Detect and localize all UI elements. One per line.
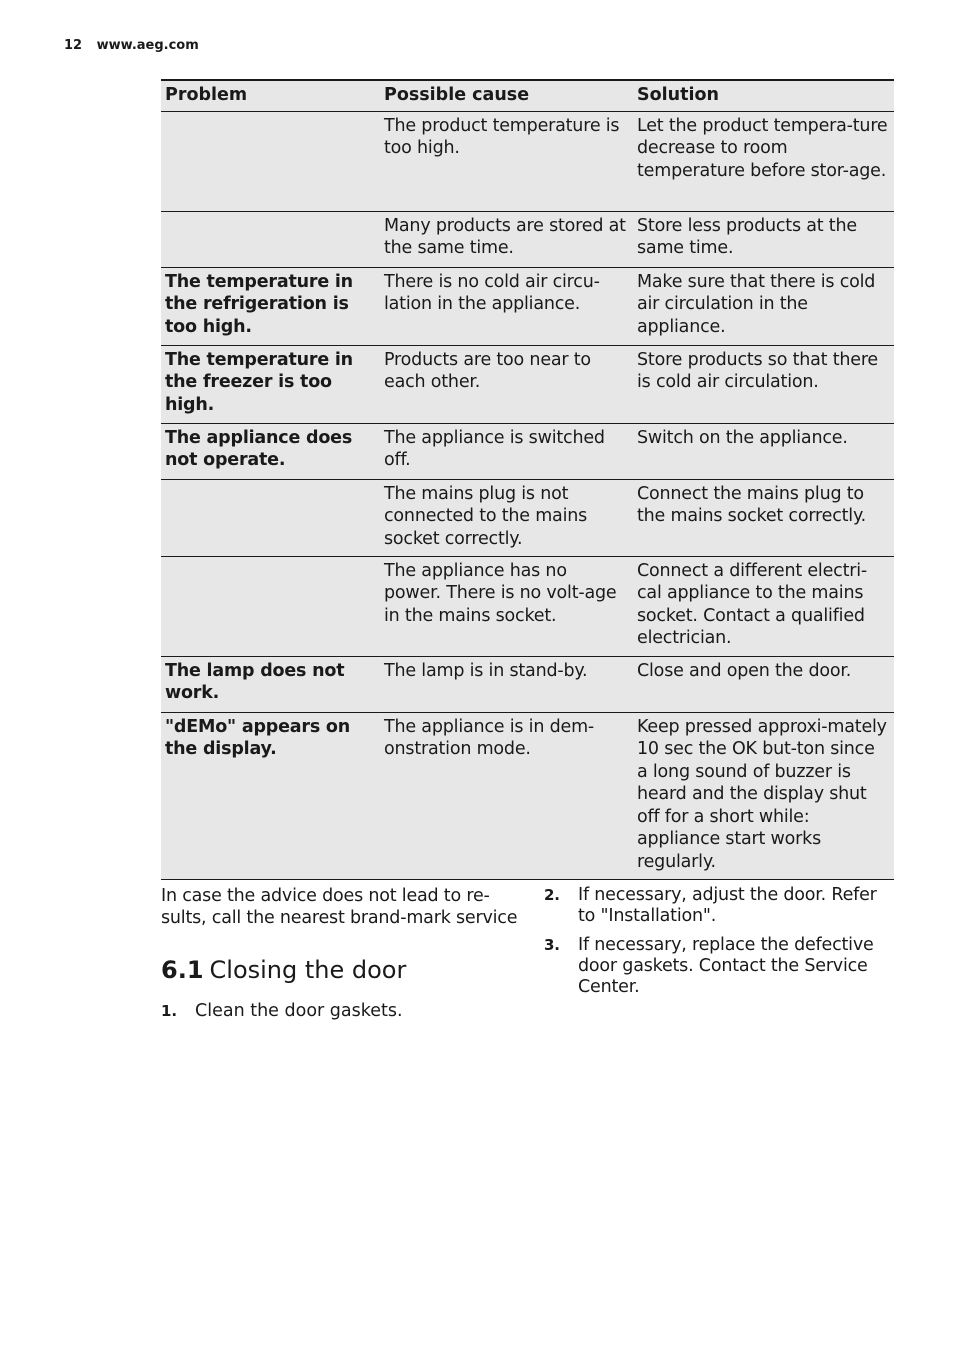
problem-cell: The appliance does not operate. — [161, 423, 380, 479]
table-row — [161, 423, 894, 479]
step-text: If necessary, adjust the door. Refer to "Installation". — [578, 885, 877, 926]
solution-cell: Keep pressed approxi-mately 10 sec the OK but-ton since a long sound of buzzer is heard and the display shut off for a short while: appliance start works regularly. — [633, 712, 894, 879]
cause-cell: Products are too near to each other. — [380, 345, 633, 423]
page-header — [64, 38, 199, 53]
list-item — [161, 1001, 531, 1022]
solution-cell: Connect a different electri-cal appliance to the mains socket. Contact a qualified electrician. — [633, 556, 894, 656]
solution-cell: Make sure that there is cold air circulation in the appliance. — [633, 267, 894, 345]
step-number: 3. — [544, 936, 560, 954]
table-row — [161, 111, 894, 211]
cause-cell: The product temperature is too high. — [380, 111, 633, 211]
solution-cell: Store products so that there is cold air circulation. — [633, 345, 894, 423]
table-row — [161, 656, 894, 712]
solution-cell: Let the product tempera-ture decrease to room temperature before stor-age. — [633, 111, 894, 211]
column-header-solution: Solution — [633, 80, 894, 111]
page-number: 12 — [64, 38, 83, 53]
table-row — [161, 267, 894, 345]
step-number: 2. — [544, 886, 560, 904]
steps-list-continued — [544, 885, 889, 998]
right-column — [544, 885, 889, 1006]
cause-cell: There is no cold air circu-lation in the appliance. — [380, 267, 633, 345]
website-url: www.aeg.com — [96, 38, 199, 53]
column-header-problem: Problem — [161, 80, 380, 111]
solution-cell: Switch on the appliance. — [633, 423, 894, 479]
list-item — [544, 885, 889, 927]
left-column — [161, 885, 531, 1030]
table-row — [161, 556, 894, 656]
service-advice-text: In case the advice does not lead to re-sults, call the nearest brand-mark service — [161, 886, 518, 928]
steps-list — [161, 1001, 531, 1022]
problem-cell — [161, 211, 380, 267]
solution-cell: Store less products at the same time. — [633, 211, 894, 267]
solution-cell: Close and open the door. — [633, 656, 894, 712]
step-text: Clean the door gaskets. — [195, 1001, 403, 1021]
problem-cell: The temperature in the freezer is too high. — [161, 345, 380, 423]
problem-cell — [161, 556, 380, 656]
cause-cell: The appliance is switched off. — [380, 423, 633, 479]
cause-cell: The appliance has no power. There is no volt-age in the mains socket. — [380, 556, 633, 656]
table-row — [161, 211, 894, 267]
cause-cell: The mains plug is not connected to the mains socket correctly. — [380, 479, 633, 556]
problem-cell: The lamp does not work. — [161, 656, 380, 712]
problem-cell: The temperature in the refrigeration is too high. — [161, 267, 380, 345]
table-row — [161, 712, 894, 879]
list-item — [544, 935, 889, 998]
section-title-text: Closing the door — [209, 956, 407, 984]
problem-cell — [161, 479, 380, 556]
column-header-cause: Possible cause — [380, 80, 633, 111]
problem-cell — [161, 111, 380, 211]
step-number: 1. — [161, 1002, 178, 1020]
section-title — [161, 955, 531, 985]
table-row — [161, 345, 894, 423]
troubleshooting-table — [161, 79, 894, 880]
cause-cell: The appliance is in dem-onstration mode. — [380, 712, 633, 879]
table-header-row — [161, 80, 894, 111]
problem-cell: "dEMo" appears on the display. — [161, 712, 380, 879]
cause-cell: The lamp is in stand-by. — [380, 656, 633, 712]
step-text: If necessary, replace the defective door gaskets. Contact the Service Center. — [578, 935, 874, 997]
table-row — [161, 479, 894, 556]
cause-cell: Many products are stored at the same time. — [380, 211, 633, 267]
section-number: 6.1 — [161, 956, 204, 984]
solution-cell: Connect the mains plug to the mains socket correctly. — [633, 479, 894, 556]
